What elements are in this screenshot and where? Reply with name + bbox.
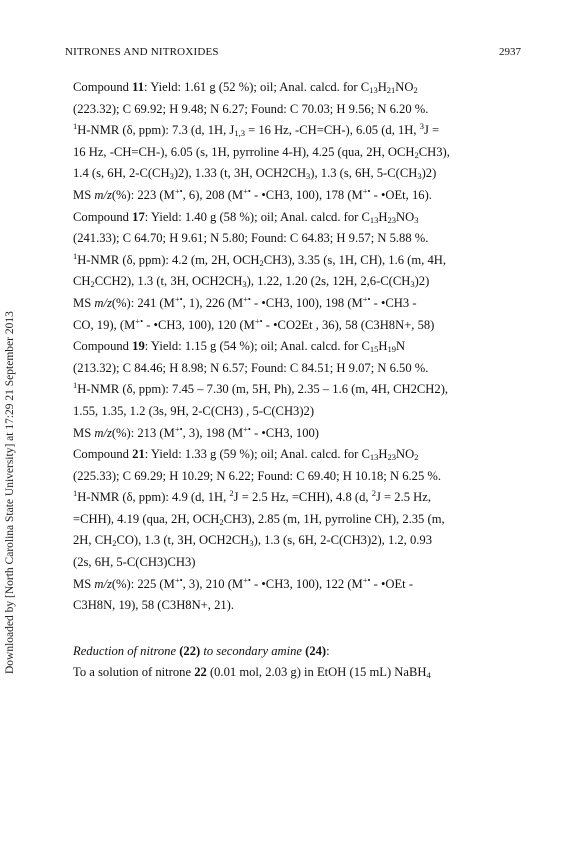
text-line xyxy=(73,185,519,207)
text-run: (%): 241 (M xyxy=(111,295,175,310)
text-run: H-NMR (δ, ppm): 7.3 (d, 1H, J xyxy=(77,123,235,138)
text-run: Compound xyxy=(73,209,133,224)
text-run: 17 xyxy=(132,209,145,224)
text-run: ), 1.22, 1.20 (2s, 12H, 2,6-C(CH xyxy=(246,274,411,289)
page-number: 2937 xyxy=(499,46,521,58)
text-run: : Yield: 1.15 g (54 %); oil; Anal. calcd. for C xyxy=(144,339,370,354)
text-run: 16 Hz, -CH=CH-), 6.05 (s, 1H, pyrroline 4-H), 4.25 (qua, 2H, OCH xyxy=(73,144,415,159)
text-run: +• xyxy=(243,185,251,196)
running-head xyxy=(65,46,521,62)
text-line xyxy=(73,466,519,488)
text-run: MS xyxy=(73,576,95,591)
text-run: : Yield: 1.61 g (52 %); oil; Anal. calcd. for C xyxy=(144,80,370,94)
text-run: MS xyxy=(73,425,95,440)
paragraph-gap xyxy=(73,617,519,641)
text-run: 1 xyxy=(73,250,78,261)
text-run: C3H8N, 19), 58 (C3H8N+, 21). xyxy=(73,598,235,613)
text-run: J = 2.5 Hz, =CHH), 4.8 (d, xyxy=(233,490,372,505)
text-run: CH3), 3.35 (s, 1H, CH), 1.6 (m, 4H, xyxy=(263,252,447,267)
text-run: H-NMR (δ, ppm): 4.2 (m, 2H, OCH xyxy=(77,252,260,267)
text-line xyxy=(73,142,519,164)
text-run: = 16 Hz, -CH=CH-), 6.05 (d, 1H, xyxy=(244,123,420,138)
text-line xyxy=(73,509,519,531)
text-run: 3 xyxy=(242,279,247,290)
text-run: )2) xyxy=(414,274,430,289)
text-line xyxy=(73,552,519,574)
text-line xyxy=(73,574,519,596)
text-run: +• xyxy=(243,293,251,304)
text-run: 23 xyxy=(387,214,396,225)
text-run: m/z xyxy=(94,295,112,310)
text-line xyxy=(73,315,519,337)
text-run: 2 xyxy=(413,85,418,95)
text-run: CH3), 2.85 (m, 1H, pyrroline CH), 2.35 (m, xyxy=(223,511,445,526)
text-run: H-NMR (δ, ppm): 4.9 (d, 1H, xyxy=(77,490,230,505)
text-run: , 6), 208 (M xyxy=(182,187,244,202)
text-line xyxy=(73,358,519,380)
text-run: +• xyxy=(174,293,183,304)
text-run: - •CO2Et , 36), 58 (C3H8N+, 58) xyxy=(262,317,435,332)
text-run: MS xyxy=(73,187,95,202)
text-line xyxy=(73,228,519,250)
text-run: NO xyxy=(395,447,415,462)
text-run: - •CH3 - xyxy=(370,295,417,310)
text-run: 1 xyxy=(73,380,78,391)
text-run: 2 xyxy=(90,279,95,290)
text-run: Compound xyxy=(73,339,133,354)
text-line xyxy=(73,662,519,684)
text-run: 2 xyxy=(219,516,224,527)
text-run: (241.33); C 64.70; H 9.61; N 5.80; Found: C 64.83; H 9.57; N 5.88 %. xyxy=(73,231,429,246)
text-run: +• xyxy=(243,574,251,585)
text-run: 3 xyxy=(414,214,419,225)
text-run: 3 xyxy=(410,279,415,290)
text-line xyxy=(73,423,519,445)
text-line xyxy=(73,163,519,185)
text-run: 19 xyxy=(132,339,145,354)
text-run: 3 xyxy=(169,171,174,182)
text-run: 2 xyxy=(229,488,234,499)
text-run: - •CH3, 100), 178 (M xyxy=(250,187,363,202)
body-text xyxy=(73,77,519,684)
text-run: : xyxy=(326,643,330,658)
text-run: CO, 19), (M xyxy=(73,317,136,332)
text-run: H xyxy=(378,339,388,354)
text-run: 2 xyxy=(112,538,117,549)
text-line xyxy=(73,99,519,121)
text-run: H xyxy=(378,209,388,224)
text-run: 21 xyxy=(386,85,396,95)
text-run: Compound xyxy=(73,80,133,94)
text-run: 19 xyxy=(387,344,396,355)
text-run: (22) xyxy=(179,643,201,658)
text-run: +• xyxy=(135,315,144,326)
text-run: ), 1.3 (s, 6H, 2-C(CH3)2), 1.2, 0.93 xyxy=(253,533,433,548)
text-run: ), 1.3 (s, 6H, 5-C(CH xyxy=(310,166,418,181)
text-line xyxy=(73,250,519,272)
text-run: - •CH3, 100) xyxy=(250,425,319,440)
text-run: Reduction of nitrone xyxy=(73,643,180,658)
text-run: (225.33); C 69.29; H 10.29; N 6.22; Found: C 69.40; H 10.18; N 6.25 %. xyxy=(73,468,442,483)
text-run: , 3), 210 (M xyxy=(182,576,244,591)
text-run: (213.32); C 84.46; H 8.98; N 6.57; Found: C 84.51; H 9.07; N 6.50 %. xyxy=(73,360,429,375)
text-run: 2H, CH xyxy=(73,533,113,548)
text-run: : Yield: 1.33 g (59 %); oil; Anal. calcd. for C xyxy=(144,447,370,462)
text-line xyxy=(73,379,519,401)
text-run: (%): 223 (M xyxy=(111,187,175,202)
text-line xyxy=(73,77,519,99)
text-run: CH3), xyxy=(418,144,450,159)
text-run: J = 2.5 Hz, xyxy=(375,490,431,505)
text-run: to secondary amine xyxy=(200,643,306,658)
text-run: (223.32); C 69.92; H 9.48; N 6.27; Found: C 70.03; H 9.56; N 6.20 %. xyxy=(73,101,429,116)
text-run: 23 xyxy=(387,452,396,463)
text-run: H xyxy=(378,447,388,462)
text-run: 15 xyxy=(369,344,379,355)
text-run: 3 xyxy=(249,538,254,549)
text-run: Compound xyxy=(73,447,133,462)
text-run: H-NMR (δ, ppm): 7.45 – 7.30 (m, 5H, Ph), 2.35 – 1.6 (m, 4H, CH2CH2), xyxy=(77,382,449,397)
text-run: CO), 1.3 (t, 3H, OCH2CH xyxy=(116,533,250,548)
text-line xyxy=(73,120,519,142)
text-run: +• xyxy=(174,574,183,585)
text-run: - •CH3, 100), 120 (M xyxy=(143,317,255,332)
text-run: 1 xyxy=(73,488,78,499)
text-line xyxy=(73,530,519,552)
text-run: 3 xyxy=(417,171,422,182)
text-run: , 1), 226 (M xyxy=(182,295,244,310)
text-run: m/z xyxy=(94,187,112,202)
text-run: 4 xyxy=(426,670,431,681)
text-line xyxy=(73,487,519,509)
text-run: 2 xyxy=(259,257,264,268)
text-run: +• xyxy=(362,293,371,304)
text-run: 1 xyxy=(73,121,78,132)
text-run: 13 xyxy=(369,452,379,463)
text-run: m/z xyxy=(94,425,112,440)
text-run: m/z xyxy=(94,576,112,591)
text-run: 21 xyxy=(132,447,145,462)
text-run: +• xyxy=(243,423,251,434)
text-run: To a solution of nitrone xyxy=(73,665,195,680)
text-run: +• xyxy=(174,185,183,196)
text-line xyxy=(73,641,519,663)
text-run: MS xyxy=(73,295,95,310)
text-run: H xyxy=(377,80,387,94)
text-line xyxy=(73,207,519,229)
text-run: +• xyxy=(362,574,371,585)
text-run: 1,3 xyxy=(234,128,245,139)
text-run: (%): 225 (M xyxy=(111,576,175,591)
text-run: 2 xyxy=(414,149,419,160)
text-line xyxy=(73,336,519,358)
text-run: +• xyxy=(174,423,183,434)
text-run: CCH2), 1.3 (t, 3H, OCH2CH xyxy=(94,274,243,289)
text-line xyxy=(73,293,519,315)
text-run: NO xyxy=(395,209,415,224)
text-run: 2 xyxy=(414,452,419,463)
text-line xyxy=(73,401,519,423)
text-run: CH xyxy=(73,274,91,289)
download-watermark: Downloaded by [North Carolina State University] at 17:29 21 September 2013 xyxy=(4,311,16,674)
running-head-title: NITRONES AND NITROXIDES xyxy=(65,46,219,58)
text-run: - •CH3, 100), 198 (M xyxy=(250,295,363,310)
text-line xyxy=(73,444,519,466)
text-run: - •OEt, 16). xyxy=(370,187,432,202)
text-run: )2), 1.33 (t, 3H, OCH2CH xyxy=(173,166,307,181)
text-run: 1.55, 1.35, 1.2 (3s, 9H, 2-C(CH3) , 5-C(CH3)2) xyxy=(73,403,315,418)
text-run: 22 xyxy=(194,665,207,680)
text-run: (%): 213 (M xyxy=(111,425,175,440)
text-run: , 3), 198 (M xyxy=(182,425,244,440)
text-run: (0.01 mol, 2.03 g) in EtOH (15 mL) NaBH xyxy=(206,665,427,680)
text-run: N xyxy=(395,339,406,354)
text-run: +• xyxy=(254,315,263,326)
text-run: - •CH3, 100), 122 (M xyxy=(250,576,363,591)
text-run: NO xyxy=(395,80,414,94)
text-run: : Yield: 1.40 g (58 %); oil; Anal. calcd. for C xyxy=(144,209,370,224)
text-run: 11 xyxy=(132,80,145,94)
text-run: 13 xyxy=(369,214,379,225)
text-run: (24) xyxy=(305,643,327,658)
text-run: 1.4 (s, 6H, 2-C(CH xyxy=(73,166,170,181)
text-line xyxy=(73,271,519,293)
text-run: 2 xyxy=(371,488,376,499)
text-line xyxy=(73,595,519,617)
text-run: 13 xyxy=(369,85,378,95)
text-run: =CHH), 4.19 (qua, 2H, OCH xyxy=(73,511,220,526)
text-run: )2) xyxy=(421,166,437,181)
text-run: +• xyxy=(362,185,371,196)
text-run: 3 xyxy=(419,121,424,132)
text-run: J = xyxy=(423,123,440,138)
text-run: (2s, 6H, 5-C(CH3)CH3) xyxy=(73,555,196,570)
text-run: 3 xyxy=(306,171,311,182)
text-run: - •OEt - xyxy=(370,576,414,591)
